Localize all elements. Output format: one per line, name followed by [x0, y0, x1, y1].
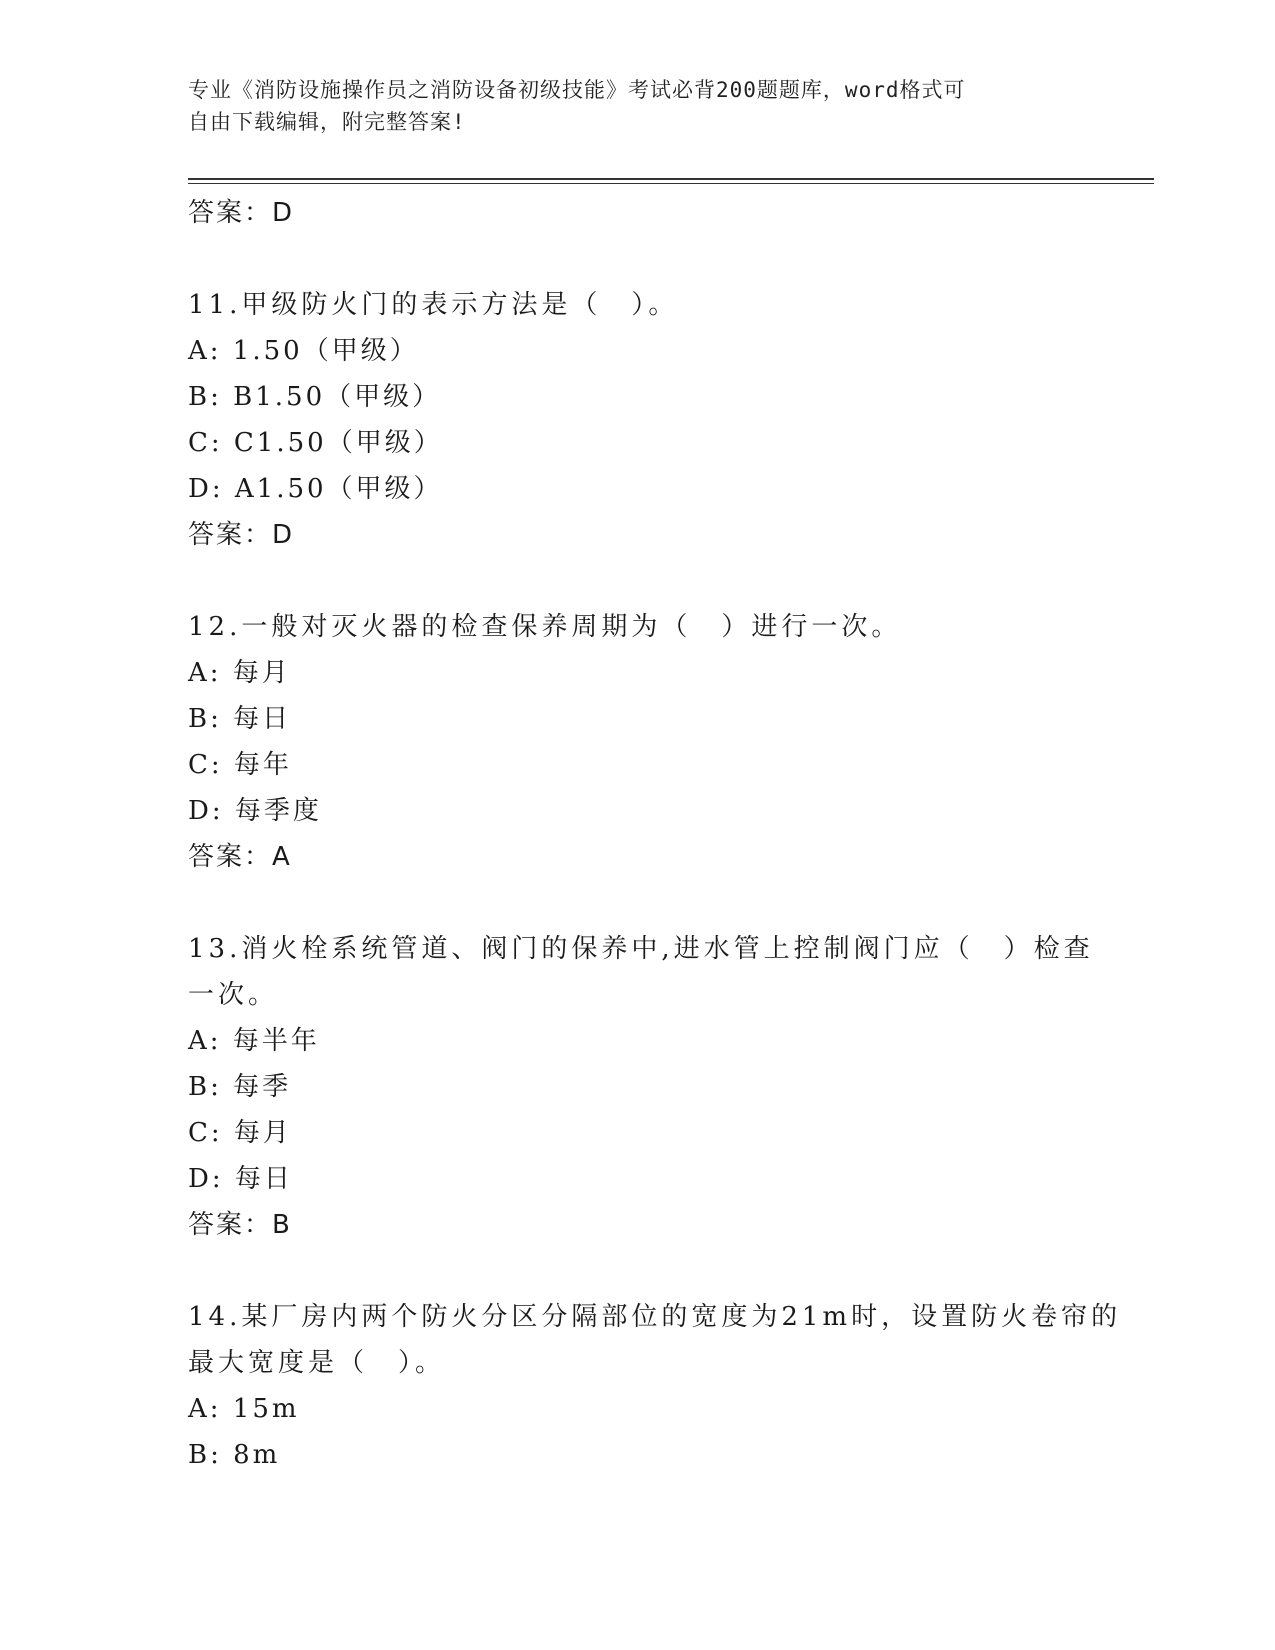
- question-13-stem-line-2: 一次。: [188, 980, 279, 1010]
- question-12-option-d: D: 每季度: [188, 796, 322, 826]
- question-13-option-d: D: 每日: [188, 1164, 293, 1194]
- question-14-option-b: B: 8m: [188, 1440, 281, 1470]
- question-12-stem: 12.一般对灭火器的检查保养周期为（ ）进行一次。: [188, 612, 902, 642]
- answer-q12: 答案：A: [188, 842, 292, 872]
- question-13-option-c: C: 每月: [188, 1118, 292, 1148]
- question-11-option-b: B: B1.50（甲级）: [188, 382, 442, 412]
- question-11-option-d: D: A1.50（甲级）: [188, 474, 443, 504]
- document-header: [188, 74, 1068, 138]
- header-divider: [188, 178, 1154, 180]
- question-12-option-c: C: 每年: [188, 750, 292, 780]
- question-11-option-c: C: C1.50（甲级）: [188, 428, 443, 458]
- question-14-stem-line-2: 最大宽度是（ ）。: [188, 1348, 446, 1378]
- question-13-option-a: A: 每半年: [188, 1026, 320, 1056]
- answer-q11: 答案：D: [188, 520, 295, 550]
- answer-q10: 答案：D: [188, 198, 295, 228]
- answer-q13: 答案：B: [188, 1210, 292, 1240]
- question-14-option-a: A: 15m: [188, 1394, 300, 1424]
- question-13-stem-line-1: 13.消火栓系统管道、阀门的保养中,进水管上控制阀门应（ ）检查: [188, 934, 1094, 964]
- question-12-option-b: B: 每日: [188, 704, 292, 734]
- question-list: [188, 190, 1122, 1478]
- header-line-1: 专业《消防设施操作员之消防设备初级技能》考试必背200题题库，word格式可: [188, 78, 966, 102]
- question-11-option-a: A: 1.50（甲级）: [188, 336, 419, 366]
- question-11-stem: 11.甲级防火门的表示方法是（ ）。: [188, 290, 679, 320]
- header-divider-thin: [188, 183, 1154, 184]
- question-12-option-a: A: 每月: [188, 658, 291, 688]
- header-line-2: 自由下载编辑，附完整答案!: [188, 110, 466, 134]
- question-14-stem-line-1: 14.某厂房内两个防火分区分隔部位的宽度为21m时，设置防火卷帘的: [188, 1302, 1122, 1332]
- question-13-option-b: B: 每季: [188, 1072, 292, 1102]
